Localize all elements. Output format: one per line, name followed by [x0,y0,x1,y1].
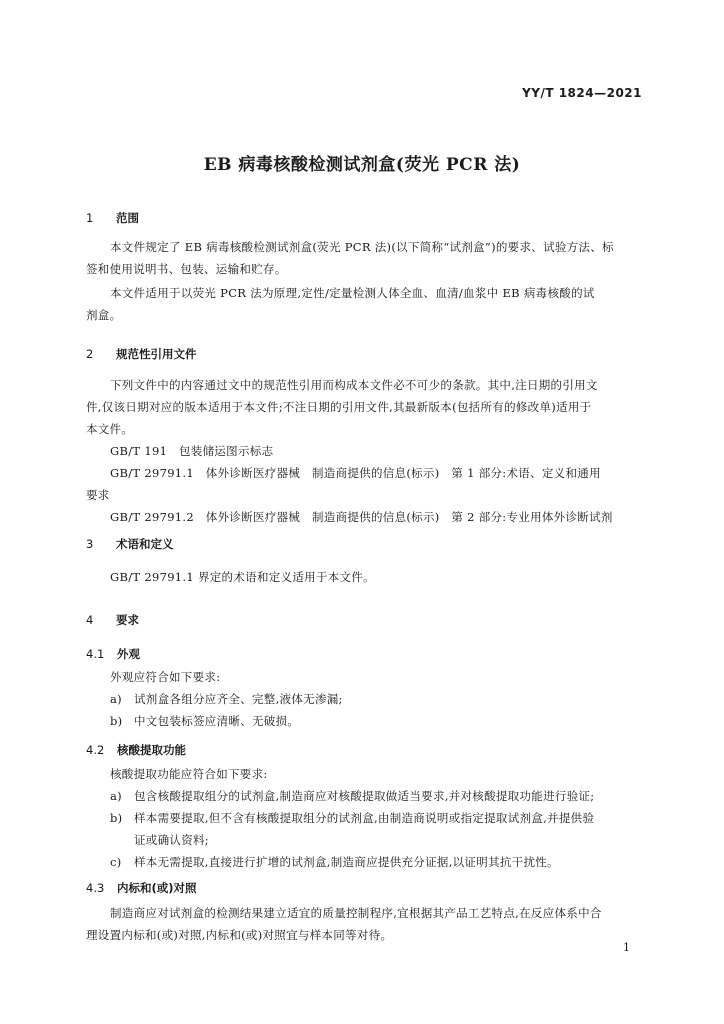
text-line: 件,仅该日期对应的版本适用于本文件;不注日期的引用文件,其最新版本(包括所有的修改单)适用于 [86,400,592,414]
section-number: 4 [86,613,94,627]
section-4-heading [86,612,139,628]
list-marker: b) [110,714,123,728]
section-number: 4.3 [86,881,105,895]
list-marker: c) [110,855,122,869]
section-title: 规范性引用文件 [116,347,197,361]
section-title: 范围 [116,211,139,225]
list-item-text-cont: 证或确认资料; [134,833,209,847]
list-item-text: 样本无需提取,直接进行扩增的试剂盒,制造商应提供充分证据,以证明其抗干扰性。 [134,855,559,869]
section-number: 4.2 [86,743,105,757]
list-item-text: 包含核酸提取组分的试剂盒,制造商应对核酸提取做适当要求,并对核酸提取功能进行验证; [134,789,595,803]
reference-gb-t-191: GB/T 191 包装储运图示标志 [110,444,274,458]
page-number: 1 [623,941,630,954]
section-number: 4.1 [86,647,105,661]
text-line: 签和使用说明书、包装、运输和贮存。 [86,262,287,276]
list-marker: b) [110,811,123,825]
list-item [110,851,650,873]
reference-gb-t-29791-1-cont: 要求 [86,488,110,502]
list-marker: a) [110,692,122,706]
section-title: 要求 [116,613,139,627]
list-item-text: 试剂盒各组分应齐全、完整,液体无渗漏; [134,692,343,706]
section-number: 3 [86,537,94,551]
section-4-2-intro [86,763,646,785]
section-4-1-list [110,688,650,732]
text-line: 下列文件中的内容通过文中的规范性引用而构成本文件必不可少的条款。其中,注日期的引用文 [110,378,598,392]
section-3-paragraph-1 [86,566,646,588]
text-line: 理设置内标和(或)对照,内标和(或)对照宜与样本同等对待。 [86,928,393,942]
section-title: 外观 [117,647,140,661]
section-4-2-list [110,785,650,873]
section-4-3-paragraph-1 [86,902,646,946]
list-marker: a) [110,789,122,803]
list-item [110,785,650,807]
list-item-text: 样本需要提取,但不含有核酸提取组分的试剂盒,由制造商说明或指定提取试剂盒,并提供验 [134,811,595,825]
section-3-heading [86,536,174,552]
section-number: 1 [86,211,94,225]
section-title: 内标和(或)对照 [117,881,197,895]
section-title: 核酸提取功能 [117,743,186,757]
text-line: 剂盒。 [86,308,122,322]
section-4-1-intro [86,666,646,688]
reference-gb-t-29791-2: GB/T 29791.2 体外诊断医疗器械 制造商提供的信息(标示) 第 2 部分:专业用体外诊断试剂 [110,510,613,524]
section-title: 术语和定义 [116,537,174,551]
section-4-2-heading [86,742,186,758]
section-2-heading [86,346,197,362]
section-2-paragraph-1 [86,374,646,528]
list-item [110,710,650,732]
section-number: 2 [86,347,94,361]
section-1-heading [86,210,139,226]
text-line: 本文件。 [86,422,134,436]
reference-gb-t-29791-1: GB/T 29791.1 体外诊断医疗器械 制造商提供的信息(标示) 第 1 部分:术语、定义和通用 [110,466,601,480]
text-line: 本文件规定了 EB 病毒核酸检测试剂盒(荧光 PCR 法)(以下简称“试剂盒”)的要求、试验方法、标 [110,240,614,254]
section-4-3-heading [86,880,197,896]
text-line: 核酸提取功能应符合如下要求: [110,767,268,781]
list-item-text: 中文包装标签应清晰、无破损。 [134,714,300,728]
list-item [110,807,650,851]
section-1-paragraph-2 [86,282,646,326]
section-4-1-heading [86,646,140,662]
section-1-paragraph-1 [86,236,646,280]
document-title: EB 病毒核酸检测试剂盒(荧光 PCR 法) [203,155,521,175]
text-line: GB/T 29791.1 界定的术语和定义适用于本文件。 [110,570,375,584]
list-item [110,688,650,710]
text-line: 本文件适用于以荧光 PCR 法为原理,定性/定量检测人体全血、血清/血浆中 EB 病毒核酸的试 [110,286,595,300]
standard-number: YY/T 1824—2021 [522,86,642,100]
text-line: 外观应符合如下要求: [110,670,221,684]
text-line: 制造商应对试剂盒的检测结果建立适宜的质量控制程序,宜根据其产品工艺特点,在反应体系中合 [110,906,602,920]
